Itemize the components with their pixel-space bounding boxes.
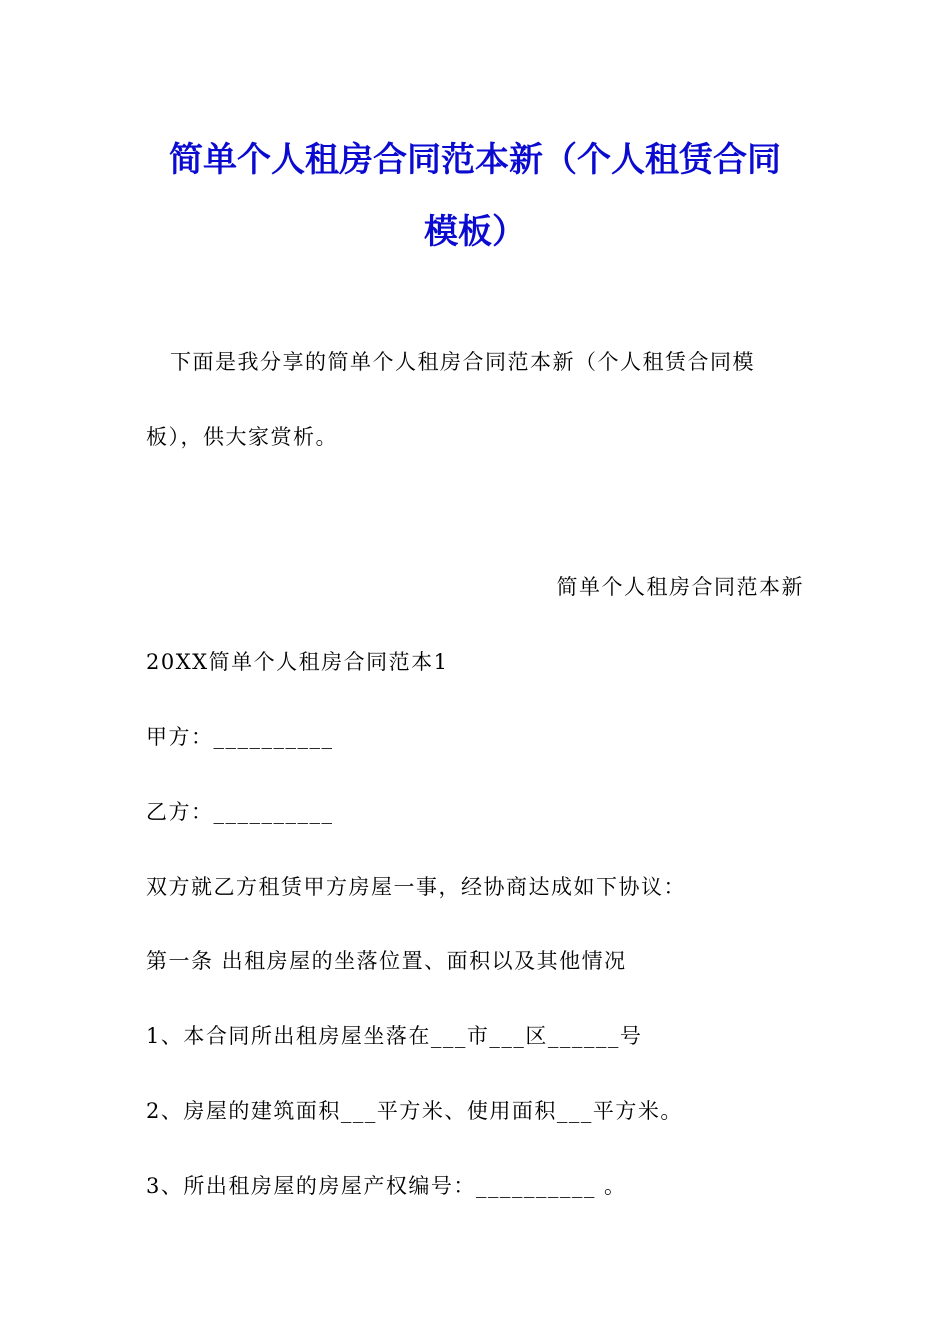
agreement-line: 双方就乙方租赁甲方房屋一事，经协商达成如下协议：: [146, 875, 686, 899]
article-1-item-1: 1、本合同所出租房屋坐落在___市___区______号: [146, 1024, 643, 1048]
section-heading: 简单个人租房合同范本新: [556, 575, 804, 599]
contract-title: 20XX简单个人租房合同范本1: [146, 650, 449, 674]
article-1-item-2: 2、房屋的建筑面积___平方米、使用面积___平方米。: [146, 1099, 683, 1123]
article-1-heading: 第一条 出租房屋的坐落位置、面积以及其他情况: [146, 949, 627, 973]
intro-paragraph-line-2: 板），供大家赏析。: [146, 425, 338, 449]
party-b-line: 乙方：__________: [146, 800, 334, 824]
party-a-line: 甲方：__________: [146, 725, 334, 749]
document-title-line-2: 模板）: [424, 212, 526, 252]
intro-paragraph-line-1: 下面是我分享的简单个人租房合同范本新（个人租赁合同模: [170, 350, 755, 374]
article-1-item-3: 3、所出租房屋的房屋产权编号：__________ 。: [146, 1174, 627, 1198]
document-title-line-1: 简单个人租房合同范本新（个人租赁合同: [169, 140, 781, 180]
